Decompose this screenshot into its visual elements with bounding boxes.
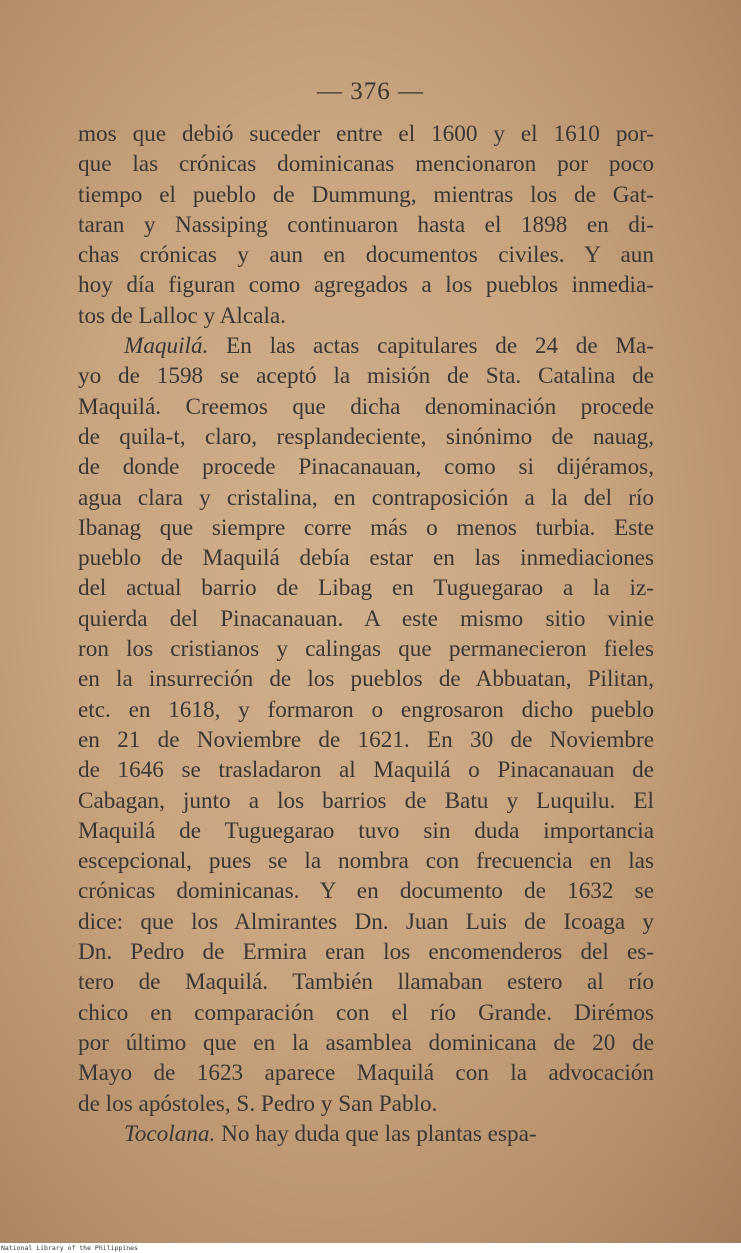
- text-line: [78, 210, 654, 240]
- text-line: [78, 664, 654, 694]
- text-line: [78, 967, 654, 997]
- text-line: [78, 452, 654, 482]
- line-text: etc. en 1618, y formaron o engrosaron dicho pueblo: [78, 696, 654, 723]
- text-line: [78, 846, 654, 876]
- line-text: No hay duda que las plantas espa-: [215, 1120, 537, 1147]
- line-text: Maquilá de Tuguegarao tuvo sin duda importancia: [78, 817, 654, 844]
- text-line: [78, 422, 654, 452]
- text-line: [78, 695, 654, 725]
- text-line: [78, 816, 654, 846]
- line-text: Dn. Pedro de Ermira eran los encomenderos del es-: [78, 939, 654, 966]
- line-text: pueblo de Maquilá debía estar en las inmediaciones: [78, 545, 654, 572]
- line-text: Maquilá. Creemos que dicha denominación procede: [78, 393, 654, 420]
- text-line: [78, 998, 654, 1028]
- text-line: [78, 573, 654, 603]
- line-text: de los apóstoles, S. Pedro y San Pablo.: [78, 1090, 438, 1117]
- text-line: [78, 119, 654, 149]
- text-line: [78, 180, 654, 210]
- text-line: [78, 543, 654, 573]
- text-line: [78, 149, 654, 179]
- line-text: chico en comparación con el río Grande. Dirémos: [78, 999, 654, 1026]
- line-text: tiempo el pueblo de Dummung, mientras los de Gat-: [78, 181, 654, 208]
- line-text: yo de 1598 se aceptó la misión de Sta. Catalina de: [78, 363, 654, 390]
- line-text: En las actas capitulares de 24 de Ma-: [208, 333, 654, 360]
- text-line: [78, 331, 654, 361]
- text-line: [78, 1058, 654, 1088]
- line-text: del actual barrio de Libag en Tuguegarao a la iz-: [78, 575, 654, 602]
- line-text: chas crónicas y aun en documentos civiles. Y aun: [78, 242, 654, 269]
- line-text: hoy día figuran como agregados a los pueblos inmedia-: [78, 272, 654, 299]
- page-number: — 376 —: [317, 78, 424, 105]
- text-line: [78, 876, 654, 906]
- section-heading: Tocolana.: [124, 1120, 216, 1147]
- text-line: [78, 483, 654, 513]
- text-line: [78, 240, 654, 270]
- line-text: tero de Maquilá. También llamaban estero al río: [78, 969, 654, 996]
- line-text: mos que debió suceder entre el 1600 y el 1610 por-: [78, 121, 654, 147]
- text-line: [78, 634, 654, 664]
- line-text: Cabagan, junto a los barrios de Batu y Luquilu. El: [78, 787, 654, 814]
- line-text: de 1646 se trasladaron al Maquilá o Pinacanauan de: [78, 757, 654, 784]
- text-line: [78, 1089, 654, 1119]
- line-text: ron los cristianos y calingas que permanecieron fieles: [78, 636, 654, 663]
- text-line: [78, 301, 654, 331]
- text-line: [78, 513, 654, 543]
- text-line: [78, 1028, 654, 1058]
- text-line: [78, 907, 654, 937]
- text-line: [78, 1119, 654, 1149]
- line-text: escepcional, pues se la nombra con frecuencia en las: [78, 848, 654, 875]
- library-footer: National Library of the Philippines: [0, 1243, 741, 1253]
- text-line: [78, 937, 654, 967]
- text-line: [78, 270, 654, 300]
- line-text: agua clara y cristalina, en contraposición a la del río: [78, 484, 654, 511]
- line-text: por último que en la asamblea dominicana de 20 de: [78, 1029, 654, 1056]
- line-text: quierda del Pinacanauan. A este mismo sitio vinie: [78, 605, 654, 632]
- line-text: taran y Nassiping continuaron hasta el 1898 en di-: [78, 211, 654, 238]
- body-text: [78, 119, 654, 1149]
- text-line: [78, 392, 654, 422]
- line-text: que las crónicas dominicanas mencionaron por poco: [78, 151, 654, 178]
- line-text: de quila-t, claro, resplandeciente, sinónimo de nauag,: [78, 423, 654, 450]
- line-text: Mayo de 1623 aparece Maquilá con la advocación: [78, 1060, 654, 1087]
- text-line: [78, 755, 654, 785]
- line-text: de donde procede Pinacanauan, como si dijéramos,: [78, 454, 654, 481]
- line-text: crónicas dominicanas. Y en documento de 1632 se: [78, 878, 654, 905]
- section-heading: Maquilá.: [124, 333, 209, 360]
- line-text: en la insurreción de los pueblos de Abbuatan, Pilitan,: [78, 666, 654, 693]
- text-line: [78, 604, 654, 634]
- text-line: [78, 725, 654, 755]
- line-text: en 21 de Noviembre de 1621. En 30 de Noviembre: [78, 726, 654, 753]
- line-text: Ibanag que siempre corre más o menos turbia. Este: [78, 514, 654, 541]
- text-line: [78, 786, 654, 816]
- text-line: [78, 361, 654, 391]
- line-text: tos de Lalloc y Alcala.: [78, 302, 286, 329]
- line-text: dice: que los Almirantes Dn. Juan Luis de Icoaga y: [78, 908, 654, 935]
